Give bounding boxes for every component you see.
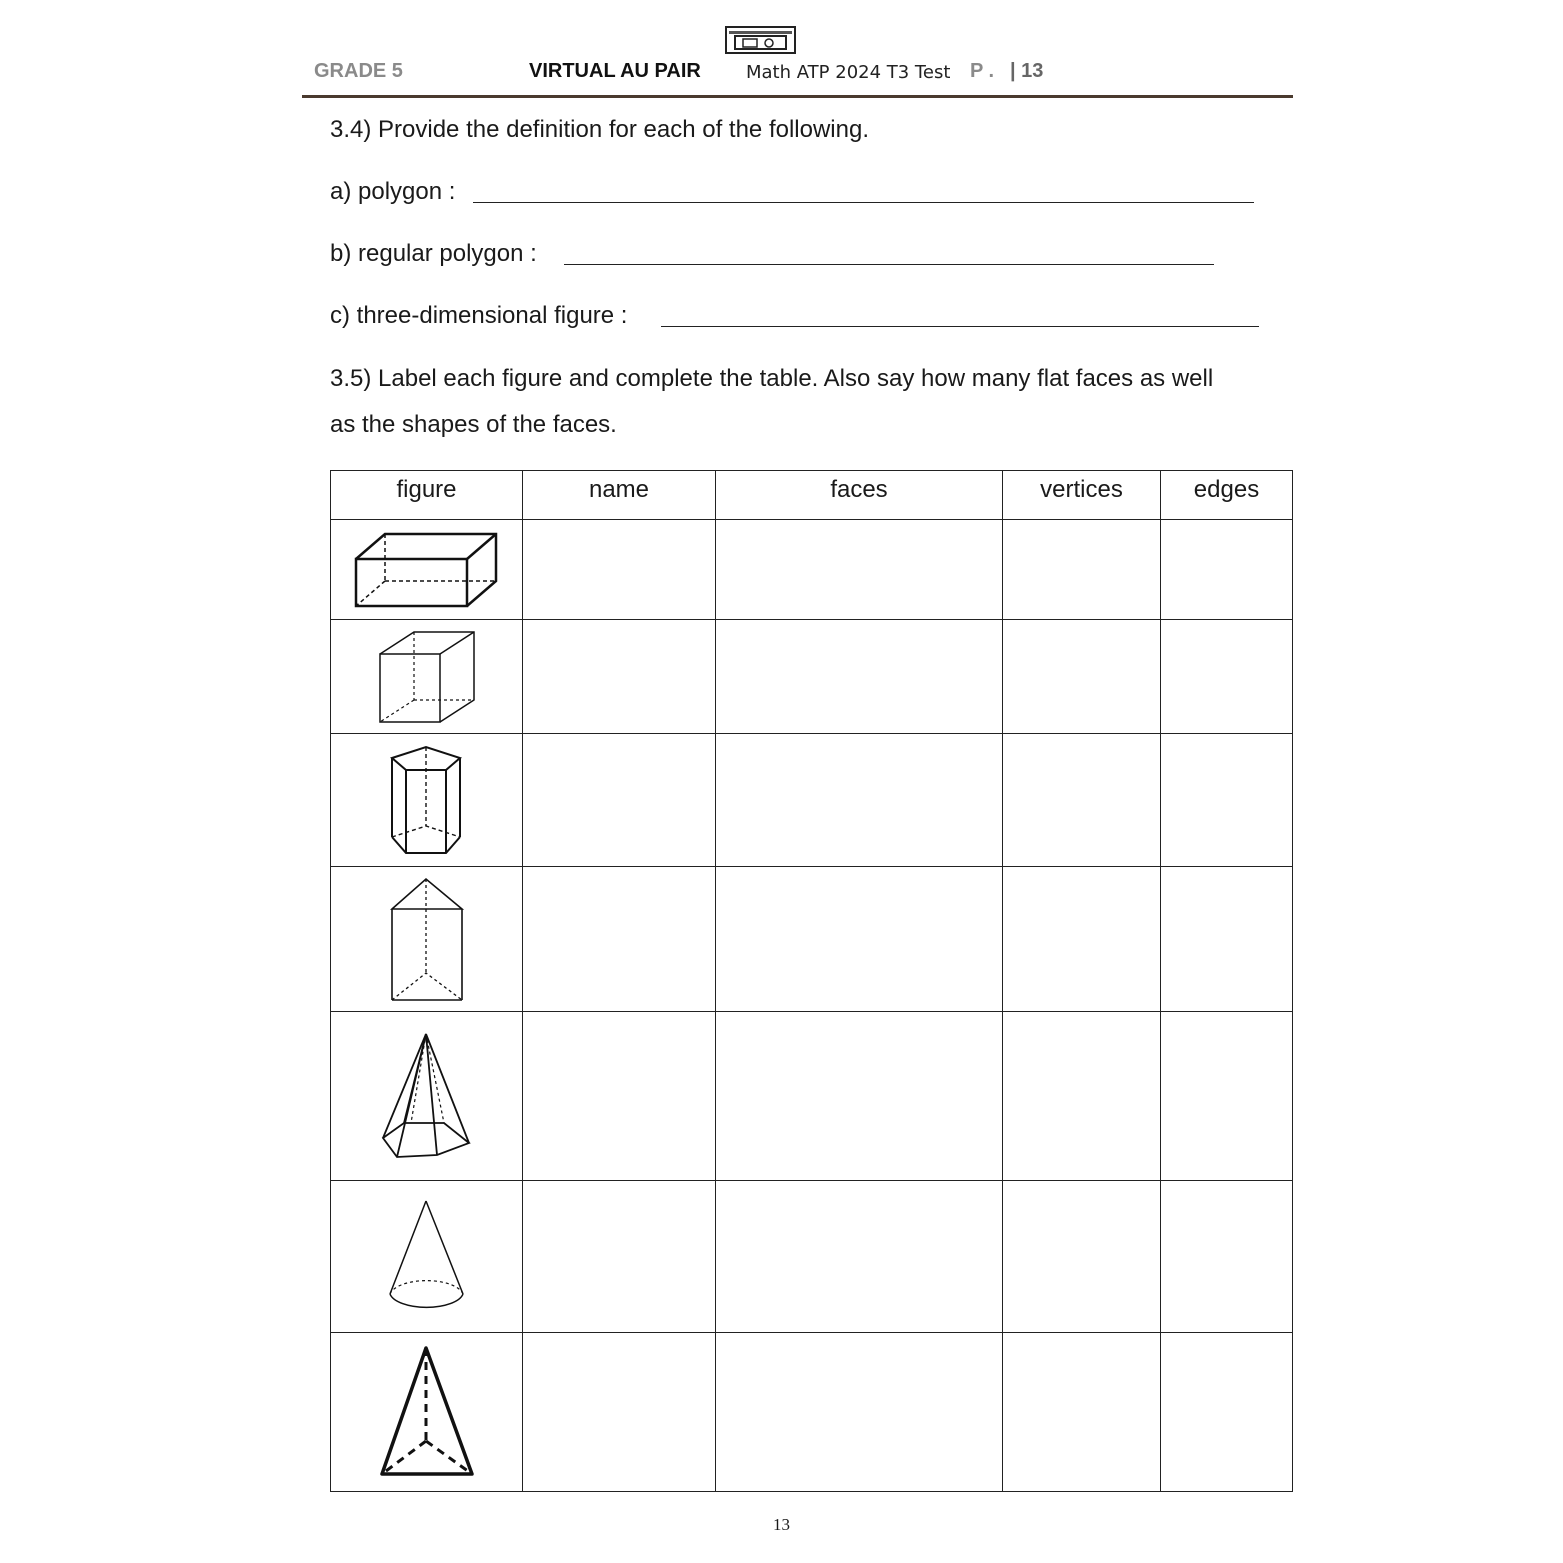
header-divider <box>302 95 1293 98</box>
brand-title: VIRTUAL AU PAIR <box>529 60 701 82</box>
edges-cell[interactable] <box>1161 867 1293 1012</box>
name-cell[interactable] <box>523 867 716 1012</box>
header-page-number: | 13 <box>1010 60 1044 82</box>
footer-page-number: 13 <box>773 1515 790 1534</box>
edges-cell[interactable] <box>1161 620 1293 734</box>
vertices-cell[interactable] <box>1003 734 1161 867</box>
vertices-cell[interactable] <box>1003 1333 1161 1492</box>
definition-label-three-dimensional-figure: c) three-dimensional figure : <box>330 302 628 329</box>
vertices-cell[interactable] <box>1003 1181 1161 1333</box>
definition-label-polygon: a) polygon : <box>330 178 456 205</box>
answer-line-three-dimensional-figure[interactable] <box>661 326 1259 327</box>
question-3-5-prompt-line-2: as the shapes of the faces. <box>330 411 617 438</box>
header-faces: faces <box>716 471 1003 520</box>
triangular-prism-icon <box>390 876 464 1002</box>
faces-cell[interactable] <box>716 520 1003 620</box>
edges-cell[interactable] <box>1161 520 1293 620</box>
faces-cell[interactable] <box>716 1012 1003 1181</box>
faces-cell[interactable] <box>716 1181 1003 1333</box>
edges-cell[interactable] <box>1161 1333 1293 1492</box>
table-row <box>331 520 1293 620</box>
vertices-cell[interactable] <box>1003 620 1161 734</box>
header-edges: edges <box>1161 471 1293 520</box>
cube-icon <box>378 630 476 724</box>
pentagonal-prism-icon <box>390 744 464 856</box>
table-row <box>331 1181 1293 1333</box>
figure-cell <box>331 620 523 734</box>
name-cell[interactable] <box>523 1181 716 1333</box>
name-cell[interactable] <box>523 734 716 867</box>
triangular-pyramid-icon <box>379 1345 475 1479</box>
table-row <box>331 867 1293 1012</box>
vertices-cell[interactable] <box>1003 867 1161 1012</box>
table-row <box>331 620 1293 734</box>
figure-cell <box>331 867 523 1012</box>
faces-cell[interactable] <box>716 734 1003 867</box>
table-row <box>331 734 1293 867</box>
edges-cell[interactable] <box>1161 734 1293 867</box>
figure-cell <box>331 1333 523 1492</box>
question-3-4-prompt: 3.4) Provide the definition for each of the following. <box>330 116 869 143</box>
grade-label: GRADE 5 <box>314 60 403 82</box>
definition-label-regular-polygon: b) regular polygon : <box>330 240 537 267</box>
faces-cell[interactable] <box>716 867 1003 1012</box>
name-cell[interactable] <box>523 620 716 734</box>
edges-cell[interactable] <box>1161 1012 1293 1181</box>
vertices-cell[interactable] <box>1003 1012 1161 1181</box>
edges-cell[interactable] <box>1161 1181 1293 1333</box>
faces-cell[interactable] <box>716 620 1003 734</box>
header-name: name <box>523 471 716 520</box>
figure-cell <box>331 1181 523 1333</box>
name-cell[interactable] <box>523 1333 716 1492</box>
header-figure: figure <box>331 471 523 520</box>
rectangular-prism-icon <box>354 530 500 610</box>
table-row <box>331 1333 1293 1492</box>
vertices-cell[interactable] <box>1003 520 1161 620</box>
figure-cell <box>331 1012 523 1181</box>
header-vertices: vertices <box>1003 471 1161 520</box>
test-subject: Math ATP 2024 T3 Test <box>746 62 951 83</box>
question-3-5-prompt-line-1: 3.5) Label each figure and complete the table. Also say how many flat faces as well <box>330 365 1214 392</box>
pentagonal-pyramid-icon <box>381 1031 473 1161</box>
table-row <box>331 1012 1293 1181</box>
name-cell[interactable] <box>523 1012 716 1181</box>
figure-cell <box>331 734 523 867</box>
answer-line-polygon[interactable] <box>473 202 1254 203</box>
cone-icon <box>387 1198 467 1316</box>
solids-table <box>330 470 1293 1492</box>
figure-cell <box>331 520 523 620</box>
faces-cell[interactable] <box>716 1333 1003 1492</box>
computer-screen-logo-icon <box>725 26 796 56</box>
page-label: P . <box>970 60 995 82</box>
answer-line-regular-polygon[interactable] <box>564 264 1214 265</box>
name-cell[interactable] <box>523 520 716 620</box>
